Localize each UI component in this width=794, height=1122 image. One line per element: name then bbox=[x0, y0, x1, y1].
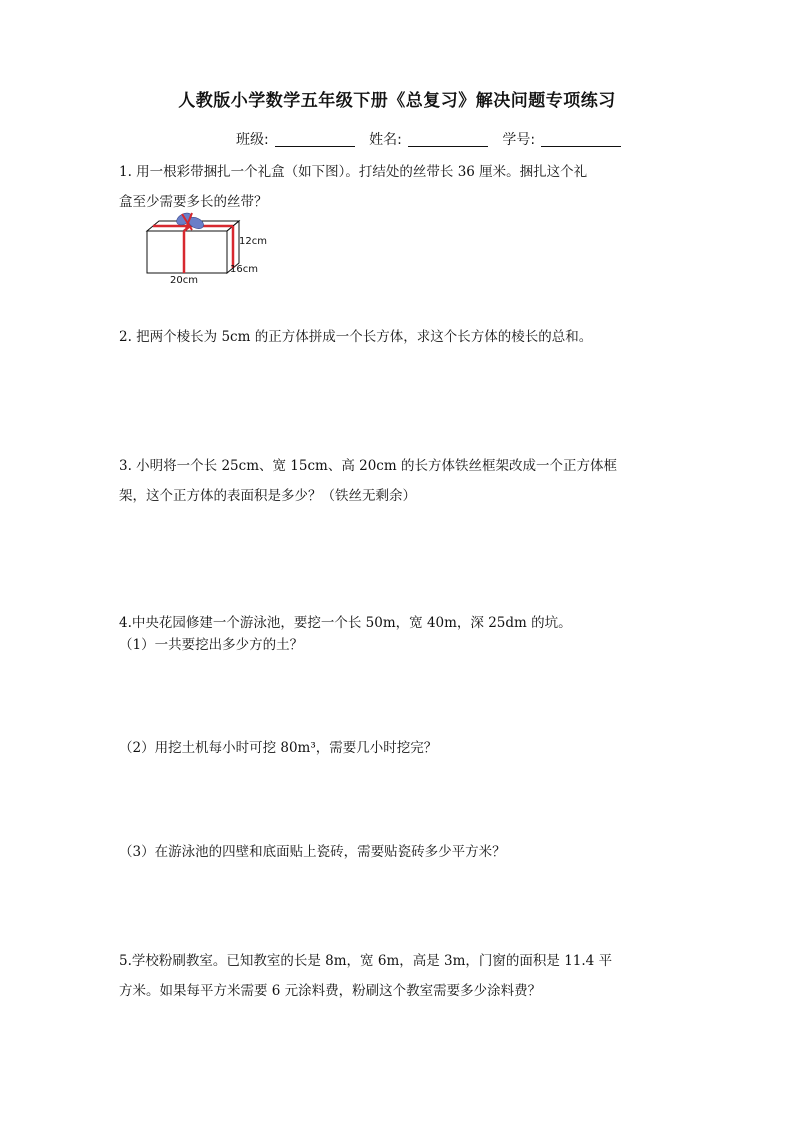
question-1-line-2: 盒至少需要多长的丝带？ bbox=[119, 194, 268, 210]
question-2-line-1: 2. 把两个棱长为 5cm 的正方体拼成一个长方体，求这个长方体的棱长的总和。 bbox=[119, 329, 593, 345]
box-front-face bbox=[147, 231, 227, 273]
question-4-part-2-text: （2）用挖土机每小时可挖 80m³，需要几小时挖完？ bbox=[119, 740, 438, 756]
question-1-line-1: 1. 用一根彩带捆扎一个礼盒（如下图）。打结处的丝带长 36 厘米。捆扎这个礼 bbox=[119, 164, 588, 180]
student-info-line bbox=[236, 129, 631, 149]
question-3-line-2: 架，这个正方体的表面积是多少？（铁丝无剩余） bbox=[119, 488, 416, 504]
question-5 bbox=[119, 946, 679, 1006]
student-number-label: 学号: bbox=[502, 132, 536, 148]
student-number-blank[interactable] bbox=[541, 132, 621, 147]
class-label: 班级: bbox=[236, 132, 269, 148]
question-2 bbox=[119, 322, 679, 352]
width-label: 16cm bbox=[230, 264, 258, 275]
question-4-part-3 bbox=[119, 837, 679, 867]
height-label: 12cm bbox=[239, 236, 267, 247]
question-4-part-3-text: （3）在游泳池的四壁和底面贴上瓷砖，需要贴瓷砖多少平方米？ bbox=[119, 844, 506, 860]
length-label: 20cm bbox=[170, 275, 198, 286]
question-4-part-2 bbox=[119, 733, 679, 763]
name-label: 姓名: bbox=[369, 132, 402, 148]
question-5-line-2: 方米。如果每平方米需要 6 元涂料费，粉刷这个教室需要多少涂料费？ bbox=[119, 983, 542, 999]
question-4-part-1 bbox=[119, 630, 679, 660]
question-1 bbox=[119, 157, 679, 217]
class-blank[interactable] bbox=[275, 132, 355, 147]
gift-box-figure bbox=[140, 210, 280, 290]
name-blank[interactable] bbox=[408, 132, 488, 147]
question-4-part-1-text: （1）一共要挖出多少方的土？ bbox=[119, 637, 304, 653]
question-5-line-1: 5.学校粉刷教室。已知教室的长是 8m，宽 6m，高是 3m，门窗的面积是 11.4 平 bbox=[119, 953, 613, 969]
question-3 bbox=[119, 451, 679, 511]
question-4-line-1: 4.中央花园修建一个游泳池，要挖一个长 50m，宽 40m，深 25dm 的坑。 bbox=[119, 615, 572, 631]
question-3-line-1: 3. 小明将一个长 25cm、宽 15cm、高 20cm 的长方体铁丝框架改成一个正方体框 bbox=[119, 458, 617, 474]
ribbon bbox=[153, 221, 233, 273]
worksheet-title: 人教版小学数学五年级下册《总复习》解决问题专项练习 bbox=[178, 91, 616, 111]
